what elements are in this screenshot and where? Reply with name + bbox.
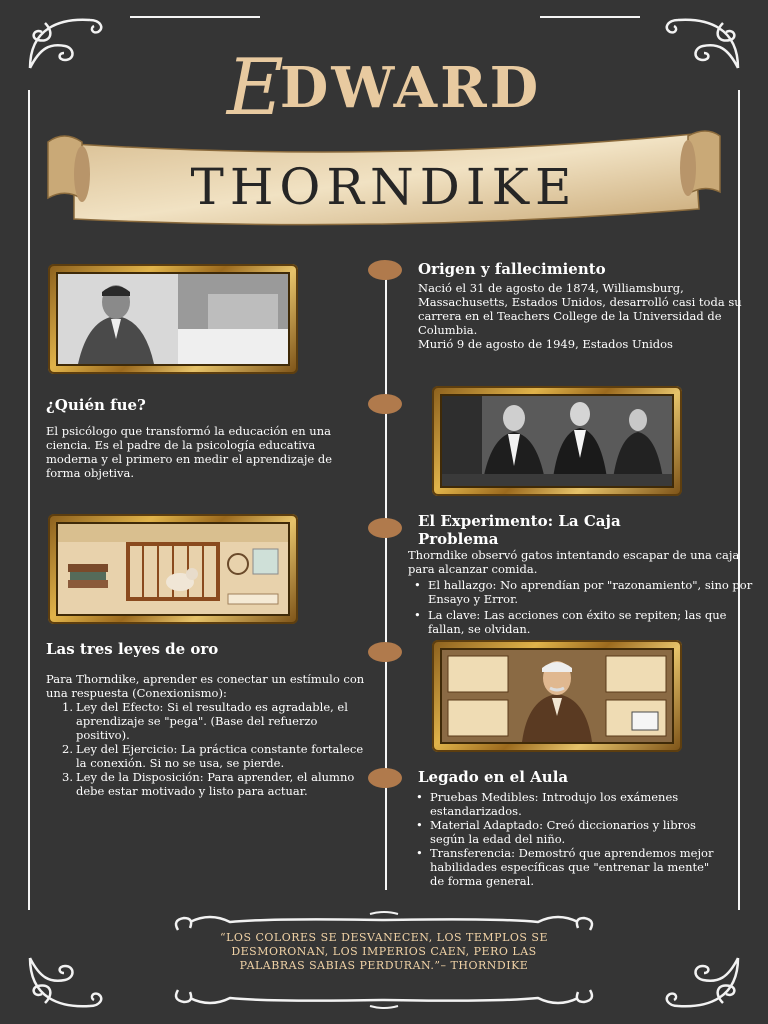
text-origen-birth: Nació el 31 de agosto de 1874, Williamsburg, Massachusetts, Estados Unidos, desarrolló casi toda su carrera en el Teachers College de la Universidad de Columbia. bbox=[418, 281, 742, 337]
text-origen-death: Murió 9 de agosto de 1949, Estados Unidos bbox=[418, 337, 673, 351]
portrait-photo bbox=[58, 274, 288, 364]
list-item bbox=[46, 742, 366, 770]
title-first-name bbox=[0, 43, 768, 133]
text-origen bbox=[418, 281, 742, 351]
list-text: Ley del Efecto: Si el resultado es agradable, el aprendizaje se "pega". (Base del refuerzo positivo). bbox=[76, 700, 348, 742]
list-text: Ley del Ejercicio: La práctica constante fortalece la conexión. Si no se usa, se pierde. bbox=[76, 742, 364, 770]
list-item bbox=[46, 770, 366, 798]
heading-experimento: El Experimento: La Caja Problema bbox=[418, 512, 621, 548]
text-legado bbox=[410, 790, 720, 888]
timeline-dot bbox=[368, 768, 402, 788]
list-number: 3. bbox=[62, 770, 73, 784]
list-item: • La clave: Las acciones con éxito se repiten; las que fallan, se olvidan. bbox=[408, 608, 756, 636]
top-rule-left bbox=[130, 16, 260, 18]
experimento-bullets bbox=[408, 578, 756, 636]
text-tres-leyes bbox=[46, 672, 366, 798]
title-last-name: THORNDIKE bbox=[190, 158, 578, 216]
list-item: • Material Adaptado: Creó diccionarios y libros según la edad del niño. bbox=[410, 818, 720, 846]
classroom-illustration bbox=[442, 650, 672, 742]
puzzle-box-illustration bbox=[58, 524, 288, 614]
portrait-photo-frame bbox=[48, 264, 298, 374]
quote-text: “LOS COLORES SE DESVANECEN, LOS TEMPLOS SE DESMORONAN, LOS IMPERIOS CAEN, PERO LAS PALABRAS SABIAS PERDURAN.”– THORNDIKE bbox=[220, 931, 548, 972]
title-initial: E bbox=[226, 43, 280, 133]
legado-bullets bbox=[410, 790, 720, 888]
list-item bbox=[46, 700, 366, 742]
text-quien-fue: El psicólogo que transformó la educación en una ciencia. Es el padre de la psicología educativa moderna y el primero en medir el aprendizaje de forma objetiva. bbox=[46, 424, 333, 480]
title-first-name-text: DWARD bbox=[279, 55, 542, 121]
list-item: • El hallazgo: No aprendían por "razonamiento", sino por Ensayo y Error. bbox=[408, 578, 756, 606]
top-rule-right bbox=[540, 16, 640, 18]
list-number: 2. bbox=[62, 742, 73, 756]
tres-leyes-list bbox=[46, 700, 366, 798]
timeline-line bbox=[385, 268, 387, 890]
text-experimento-intro: Thorndike observó gatos intentando escapar de una caja para alcanzar comida. bbox=[408, 548, 740, 576]
side-rule-right bbox=[738, 90, 740, 910]
group-photo-frame bbox=[432, 386, 682, 496]
puzzle-box-illustration-frame bbox=[48, 514, 298, 624]
list-item: • Transferencia: Demostró que aprendemos mejor habilidades específicas que "entrenar la mente" de forma general. bbox=[410, 846, 720, 888]
timeline-dot bbox=[368, 260, 402, 280]
side-rule-left bbox=[28, 90, 30, 910]
heading-origen: Origen y fallecimiento bbox=[418, 260, 606, 278]
text-tres-leyes-intro: Para Thorndike, aprender es conectar un estímulo con una respuesta (Conexionismo): bbox=[46, 672, 365, 700]
timeline-dot bbox=[368, 518, 402, 538]
group-photo bbox=[442, 396, 672, 486]
classroom-illustration-frame bbox=[432, 640, 682, 752]
corner-ornament-bottom-left bbox=[20, 938, 140, 1018]
timeline-dot bbox=[368, 642, 402, 662]
list-item: • Pruebas Medibles: Introdujo los exámenes estandarizados. bbox=[410, 790, 720, 818]
list-text: Ley de la Disposición: Para aprender, el alumno debe estar motivado y listo para actuar. bbox=[76, 770, 355, 798]
heading-tres-leyes: Las tres leyes de oro bbox=[46, 640, 219, 658]
timeline-dot bbox=[368, 394, 402, 414]
corner-ornament-bottom-right bbox=[628, 938, 748, 1018]
heading-quien-fue: ¿Quién fue? bbox=[46, 396, 146, 414]
heading-legado: Legado en el Aula bbox=[418, 768, 569, 786]
list-number: 1. bbox=[62, 700, 73, 714]
text-experimento bbox=[408, 548, 756, 636]
